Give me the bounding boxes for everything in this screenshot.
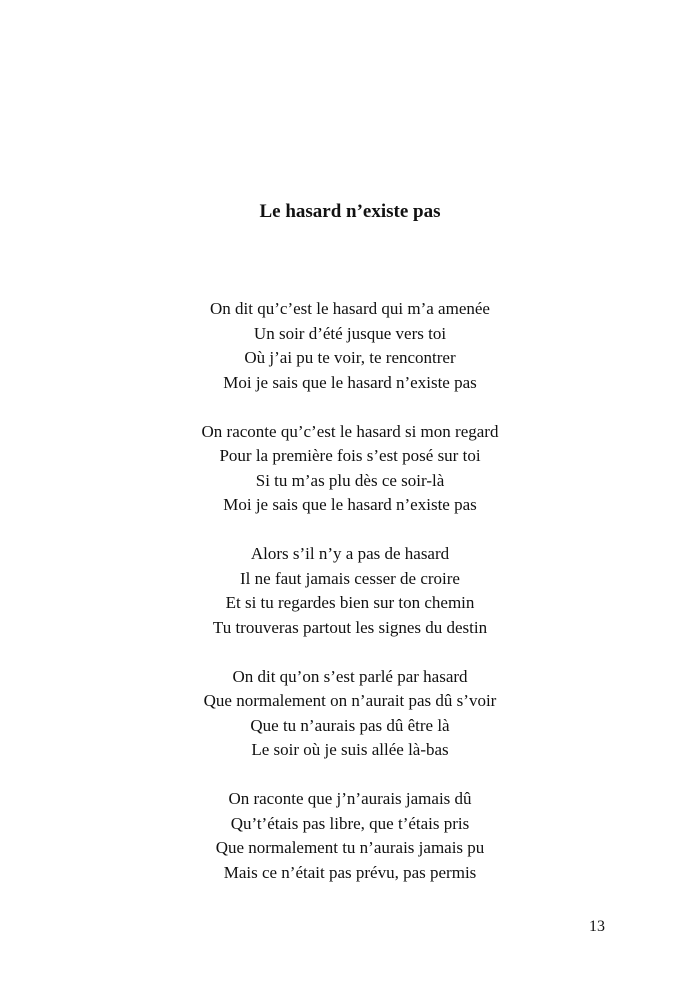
poem-line: Tu trouveras partout les signes du destin — [212, 617, 488, 637]
stanza-3 — [0, 542, 700, 640]
poem-title: Le hasard n’existe pas — [259, 201, 441, 222]
poem-line: On raconte que j’n’aurais jamais dû — [228, 789, 472, 808]
poem-line: Que tu n’aurais pas dû être là — [250, 715, 450, 735]
poem-line: Mais ce n’était pas prévu, pas permis — [223, 862, 477, 882]
poem-line: On dit qu’on s’est parlé par hasard — [232, 666, 468, 686]
poem-line: Il ne faut jamais cesser de croire — [240, 568, 460, 588]
poem-line: Que normalement on n’aurait pas dû s’voir — [203, 691, 497, 710]
stanza-2 — [0, 420, 700, 518]
stanza-5 — [0, 787, 700, 885]
stanza-1 — [0, 297, 700, 395]
poem-body — [0, 297, 700, 910]
poem-line: On raconte qu’c’est le hasard si mon regard — [201, 421, 499, 441]
poem-line: Un soir d’été jusque vers toi — [253, 323, 447, 343]
poem-line: Si tu m’as plu dès ce soir-là — [255, 470, 445, 490]
poem-line: Moi je sais que le hasard n’existe pas — [223, 495, 477, 514]
poem-line: On dit qu’c’est le hasard qui m’a amenée — [210, 299, 490, 318]
poem-line: Moi je sais que le hasard n’existe pas — [223, 372, 477, 392]
poem-line: Et si tu regardes bien sur ton chemin — [225, 593, 475, 612]
poem-line: Que normalement tu n’aurais jamais pu — [215, 838, 485, 857]
stanza-4 — [0, 665, 700, 763]
poem-line: Pour la première fois s’est posé sur toi — [219, 446, 481, 465]
poem-line: Qu’t’étais pas libre, que t’étais pris — [230, 813, 470, 833]
poem-line: Où j’ai pu te voir, te rencontrer — [244, 348, 456, 367]
poem-line: Le soir où je suis allée là-bas — [251, 740, 449, 759]
poem-line: Alors s’il n’y a pas de hasard — [250, 544, 450, 563]
page-number: 13 — [589, 918, 605, 935]
